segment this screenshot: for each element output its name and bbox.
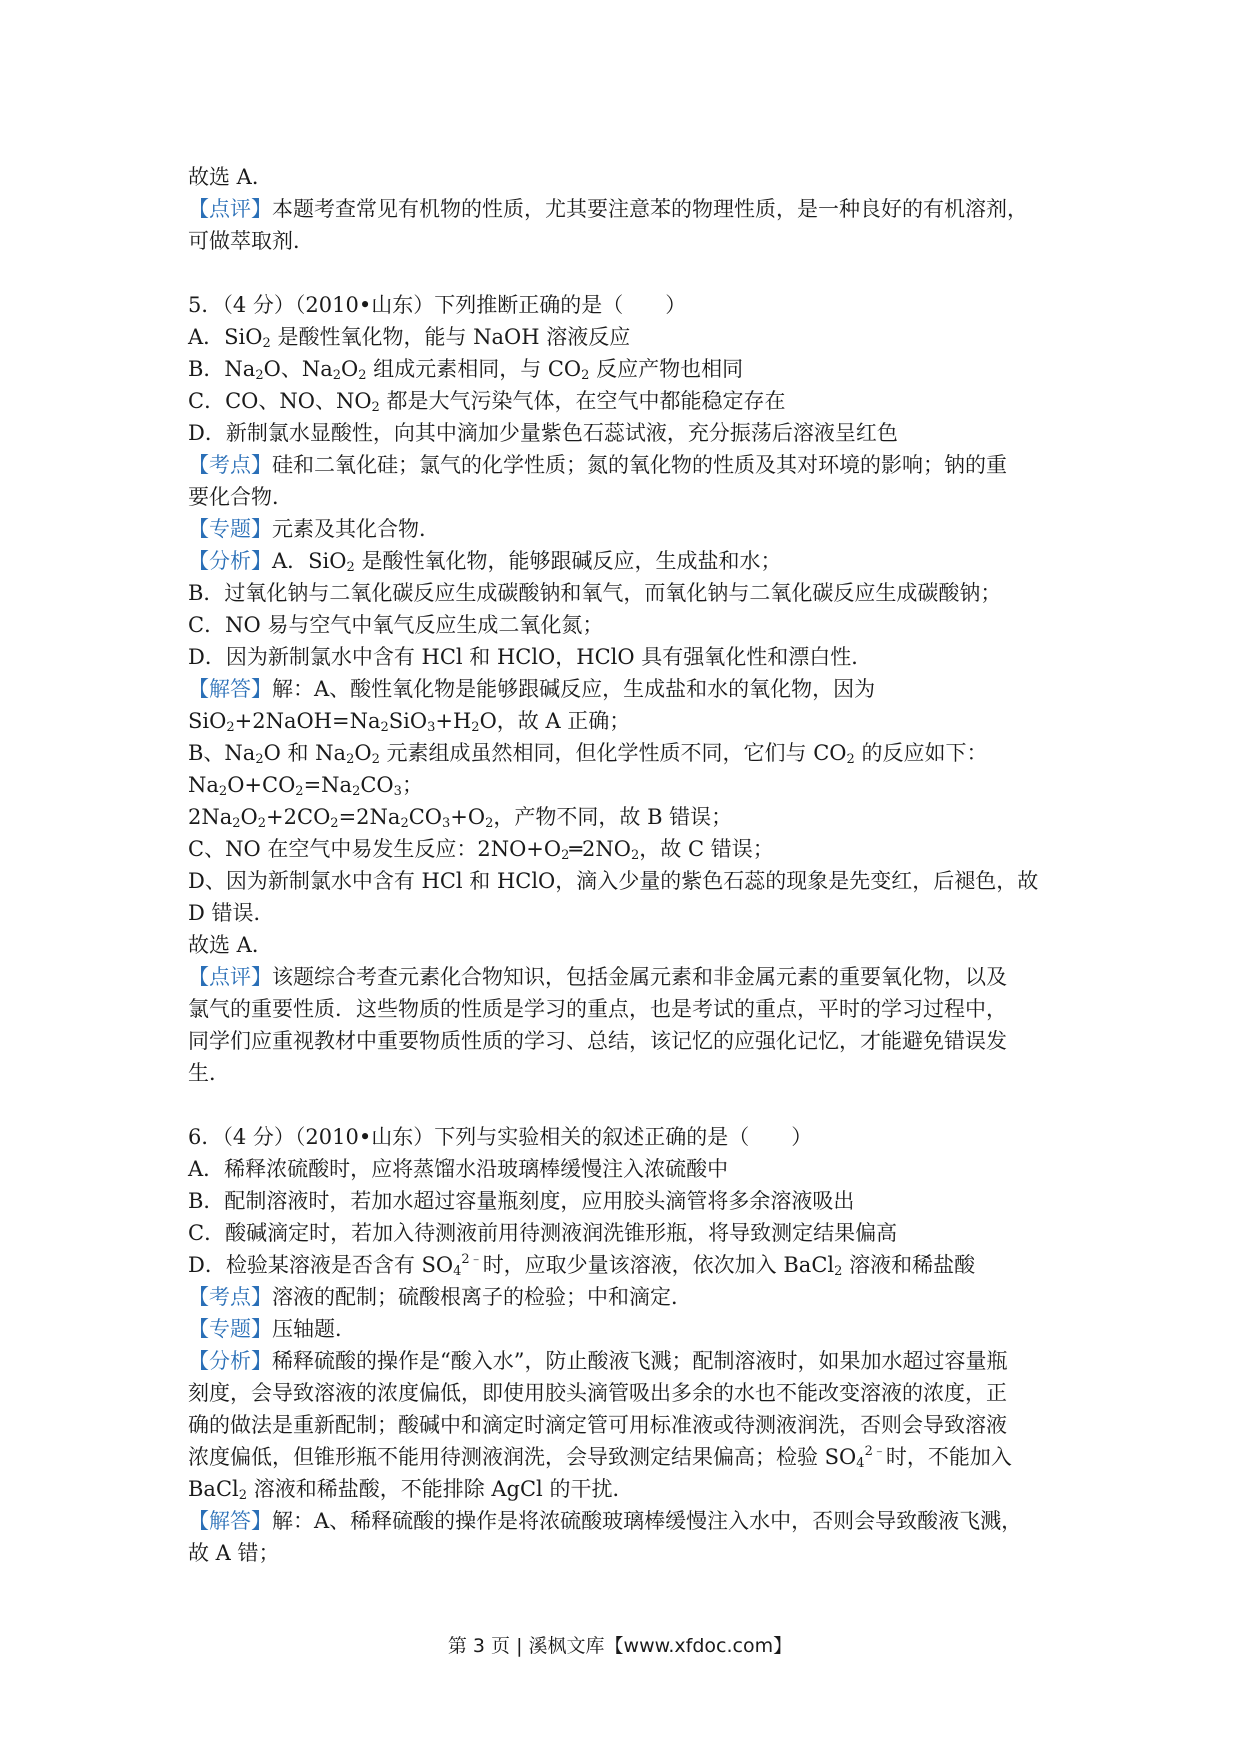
text-segment: 要化合物．: [188, 485, 293, 509]
subscript: 2: [255, 752, 264, 767]
subscript: 2: [561, 848, 570, 863]
text-line: [188, 865, 1058, 897]
text-line: [188, 641, 1058, 673]
subscript: 2: [218, 784, 228, 799]
text-segment: O: [240, 805, 258, 829]
text-segment: 故 A 错；: [188, 1541, 280, 1565]
subscript: 3: [393, 784, 402, 799]
text-segment: 生．: [188, 1061, 230, 1085]
text-line: [188, 897, 1058, 929]
text-segment: SiO: [388, 709, 428, 733]
text-line: [188, 289, 1058, 321]
text-line: [188, 833, 1058, 865]
text-segment: 硅和二氧化硅；氯气的化学性质；氮的氧化物的性质及其对环境的影响；钠的重: [272, 453, 1007, 477]
section-tag: 【考点】: [188, 453, 272, 477]
text-line: [188, 1057, 1058, 1089]
text-segment: SiO: [188, 709, 227, 733]
text-segment: O: [354, 741, 372, 765]
text-segment: 元素组成虽然相同，但化学性质不同，它们与 CO: [379, 741, 847, 765]
text-segment: C．CO、NO、NO: [188, 389, 372, 413]
text-line: [188, 1217, 1058, 1249]
text-segment: ，故 C 错误；: [639, 837, 774, 861]
text-segment: +H: [435, 709, 472, 733]
text-line: [188, 353, 1058, 385]
text-line: [188, 1377, 1058, 1409]
text-segment: D．检验某溶液是否含有 SO: [188, 1253, 454, 1277]
text-segment: 2Na: [188, 805, 233, 829]
subscript: 4: [453, 1264, 462, 1279]
text-line: [188, 1345, 1058, 1377]
text-segment: ═2NO: [569, 837, 631, 861]
text-line: [188, 705, 1058, 737]
text-segment: ；: [401, 773, 423, 797]
subscript: 2: [226, 720, 235, 735]
subscript: 2: [257, 816, 267, 831]
text-segment: B、Na: [188, 741, 256, 765]
text-line: [188, 1249, 1058, 1281]
text-line: [188, 1153, 1058, 1185]
text-segment: Na: [188, 773, 219, 797]
text-line: [188, 1473, 1058, 1505]
subscript: 2: [834, 1264, 843, 1279]
text-segment: 的反应如下：: [854, 741, 988, 765]
text-segment: 反应产物也相同: [589, 357, 744, 381]
text-line: [188, 1185, 1058, 1217]
text-segment: 故选 A．: [188, 165, 273, 189]
text-line: [188, 1313, 1058, 1345]
text-segment: D 错误．: [188, 901, 275, 925]
text-line: [188, 769, 1058, 801]
text-segment: B．Na: [188, 357, 256, 381]
subscript: 3: [427, 720, 436, 735]
text-segment: 元素及其化合物．: [272, 517, 440, 541]
text-segment: A．SiO: [188, 325, 263, 349]
text-line: [188, 929, 1058, 961]
text-line: [188, 321, 1058, 353]
section-tag: 【解答】: [188, 677, 272, 701]
text-segment: D．因为新制氯水中含有 HCl 和 HClO，HClO 具有强氧化性和漂白性．: [188, 645, 873, 669]
section-tag: 【点评】: [188, 197, 272, 221]
text-line: [188, 1441, 1058, 1473]
text-segment: C．NO 易与空气中氧气反应生成二氧化氮；: [188, 613, 604, 637]
subscript: 2: [232, 816, 241, 831]
text-segment: A．SiO: [272, 549, 347, 573]
subscript: 2: [371, 400, 380, 415]
text-line: [188, 161, 1058, 193]
text-segment: CO: [408, 805, 443, 829]
text-segment: 本题考查常见有机物的性质，尤其要注意苯的物理性质，是一种良好的有机溶剂，: [272, 197, 1028, 221]
subscript: 2: [332, 368, 342, 383]
text-line: [188, 1537, 1058, 1569]
text-line: [188, 225, 1058, 257]
subscript: 2: [358, 368, 367, 383]
text-segment: O+CO: [227, 773, 296, 797]
text-segment: B．过氧化钠与二氧化碳反应生成碳酸钠和氧气，而氧化钠与二氧化碳反应生成碳酸钠；: [188, 581, 1002, 605]
section-tag: 【解答】: [188, 1509, 272, 1533]
text-line: [188, 801, 1058, 833]
subscript: 2: [581, 368, 590, 383]
text-segment: 都是大气污染气体，在空气中都能稳定存在: [379, 389, 786, 413]
text-line: [188, 417, 1058, 449]
subscript: 2: [352, 784, 361, 799]
text-segment: 5．（4 分）（2010•山东）下列推断正确的是（ ）: [188, 293, 687, 317]
text-segment: 压轴题．: [272, 1317, 356, 1341]
text-line: [188, 193, 1058, 225]
text-line: [188, 1025, 1058, 1057]
text-segment: +2NaOH=Na: [234, 709, 381, 733]
text-segment: 溶液和稀盐酸: [842, 1253, 976, 1277]
subscript: 4: [856, 1456, 865, 1471]
section-tag: 【分析】: [188, 549, 272, 573]
text-segment: BaCl: [188, 1477, 239, 1501]
text-segment: 时，应取少量该溶液，依次加入 BaCl: [482, 1253, 835, 1277]
text-line: [188, 1281, 1058, 1313]
text-segment: =Na: [303, 773, 353, 797]
text-line: [188, 993, 1058, 1025]
subscript: 2: [262, 336, 271, 351]
text-line: [188, 449, 1058, 481]
text-segment: 是酸性氧化物，能与 NaOH 溶液反应: [270, 325, 631, 349]
text-segment: 溶液和稀盐酸，不能排除 AgCl 的干扰．: [247, 1477, 634, 1501]
text-segment: 氯气的重要性质．这些物质的性质是学习的重点，也是考试的重点，平时的学习过程中，: [188, 997, 1007, 1021]
paragraph-gap: [188, 257, 1058, 289]
text-line: [188, 961, 1058, 993]
text-segment: 故选 A．: [188, 933, 273, 957]
text-segment: 溶液的配制；硫酸根离子的检验；中和滴定．: [272, 1285, 692, 1309]
text-segment: 刻度，会导致溶液的浓度偏低，即使用胶头滴管吸出多余的水也不能改变溶液的浓度，正: [188, 1381, 1007, 1405]
superscript: 2﹣: [461, 1252, 483, 1267]
subscript: 2: [371, 752, 380, 767]
text-line: [188, 385, 1058, 417]
text-segment: =2Na: [338, 805, 401, 829]
text-segment: D、因为新制氯水中含有 HCl 和 HClO，滴入少量的紫色石蕊的现象是先变红，后褪色，故: [188, 869, 1039, 893]
text-segment: O: [341, 357, 359, 381]
subscript: 2: [380, 720, 389, 735]
page-footer: 第 3 页 | 溪枫文库【www.xfdoc.com】: [447, 1635, 793, 1657]
text-segment: O 和 Na: [263, 741, 347, 765]
text-segment: 解：A、稀释硫酸的操作是将浓硫酸玻璃棒缓慢注入水中，否则会导致酸液飞溅，: [272, 1509, 1023, 1533]
text-segment: 时，不能加入: [885, 1445, 1012, 1469]
text-segment: CO: [360, 773, 394, 797]
text-segment: D．新制氯水显酸性，向其中滴加少量紫色石蕊试液，充分振荡后溶液呈红色: [188, 421, 898, 445]
text-line: [188, 545, 1058, 577]
text-line: [188, 513, 1058, 545]
text-segment: 组成元素相同，与 CO: [366, 357, 582, 381]
subscript: 2: [255, 368, 264, 383]
subscript: 2: [330, 816, 339, 831]
text-segment: B．配制溶液时，若加水超过容量瓶刻度，应用胶头滴管将多余溶液吸出: [188, 1189, 855, 1213]
subscript: 2: [631, 848, 640, 863]
document-body: [188, 161, 1058, 1569]
text-segment: ，产物不同，故 B 错误；: [493, 805, 733, 829]
subscript: 2: [471, 720, 480, 735]
subscript: 2: [346, 752, 355, 767]
paragraph-gap: [188, 1089, 1058, 1121]
subscript: 2: [400, 816, 409, 831]
text-line: [188, 609, 1058, 641]
section-tag: 【专题】: [188, 1317, 272, 1341]
text-segment: 浓度偏低，但锥形瓶不能用待测液润洗，会导致测定结果偏高；检验 SO: [188, 1445, 857, 1469]
text-segment: C、NO 在空气中易发生反应：2NO+O: [188, 837, 562, 861]
text-line: [188, 1505, 1058, 1537]
section-tag: 【专题】: [188, 517, 272, 541]
text-segment: +O: [450, 805, 486, 829]
text-segment: 该题综合考查元素化合物知识，包括金属元素和非金属元素的重要氧化物，以及: [272, 965, 1007, 989]
text-segment: +2CO: [266, 805, 331, 829]
text-segment: 稀释硫酸的操作是“酸入水”，防止酸液飞溅；配制溶液时，如果加水超过容量瓶: [272, 1349, 1008, 1373]
text-segment: 解：A、酸性氧化物是能够跟碱反应，生成盐和水的氧化物，因为: [272, 677, 876, 701]
text-line: [188, 1121, 1058, 1153]
text-line: [188, 673, 1058, 705]
subscript: 2: [846, 752, 855, 767]
text-segment: 可做萃取剂．: [188, 229, 314, 253]
subscript: 2: [295, 784, 304, 799]
text-segment: 确的做法是重新配制；酸碱中和滴定时滴定管可用标准液或待测液润洗，否则会导致溶液: [188, 1413, 1007, 1437]
section-tag: 【分析】: [188, 1349, 272, 1373]
section-tag: 【点评】: [188, 965, 272, 989]
text-segment: O、Na: [263, 357, 333, 381]
superscript: 2﹣: [864, 1444, 886, 1459]
text-segment: 是酸性氧化物，能够跟碱反应，生成盐和水；: [354, 549, 782, 573]
text-segment: 6．（4 分）（2010•山东）下列与实验相关的叙述正确的是（ ）: [188, 1125, 813, 1149]
subscript: 3: [442, 816, 451, 831]
text-segment: O，故 A 正确；: [479, 709, 631, 733]
text-line: [188, 577, 1058, 609]
text-line: [188, 1409, 1058, 1441]
subscript: 2: [346, 560, 355, 575]
text-line: [188, 481, 1058, 513]
text-segment: C．酸碱滴定时，若加入待测液前用待测液润洗锥形瓶，将导致测定结果偏高: [188, 1221, 898, 1245]
section-tag: 【考点】: [188, 1285, 272, 1309]
text-segment: A．稀释浓硫酸时，应将蒸馏水沿玻璃棒缓慢注入浓硫酸中: [188, 1157, 729, 1181]
subscript: 2: [238, 1488, 248, 1503]
subscript: 2: [485, 816, 494, 831]
text-line: [188, 737, 1058, 769]
text-segment: 同学们应重视教材中重要物质性质的学习、总结，该记忆的应强化记忆，才能避免错误发: [188, 1029, 1007, 1053]
